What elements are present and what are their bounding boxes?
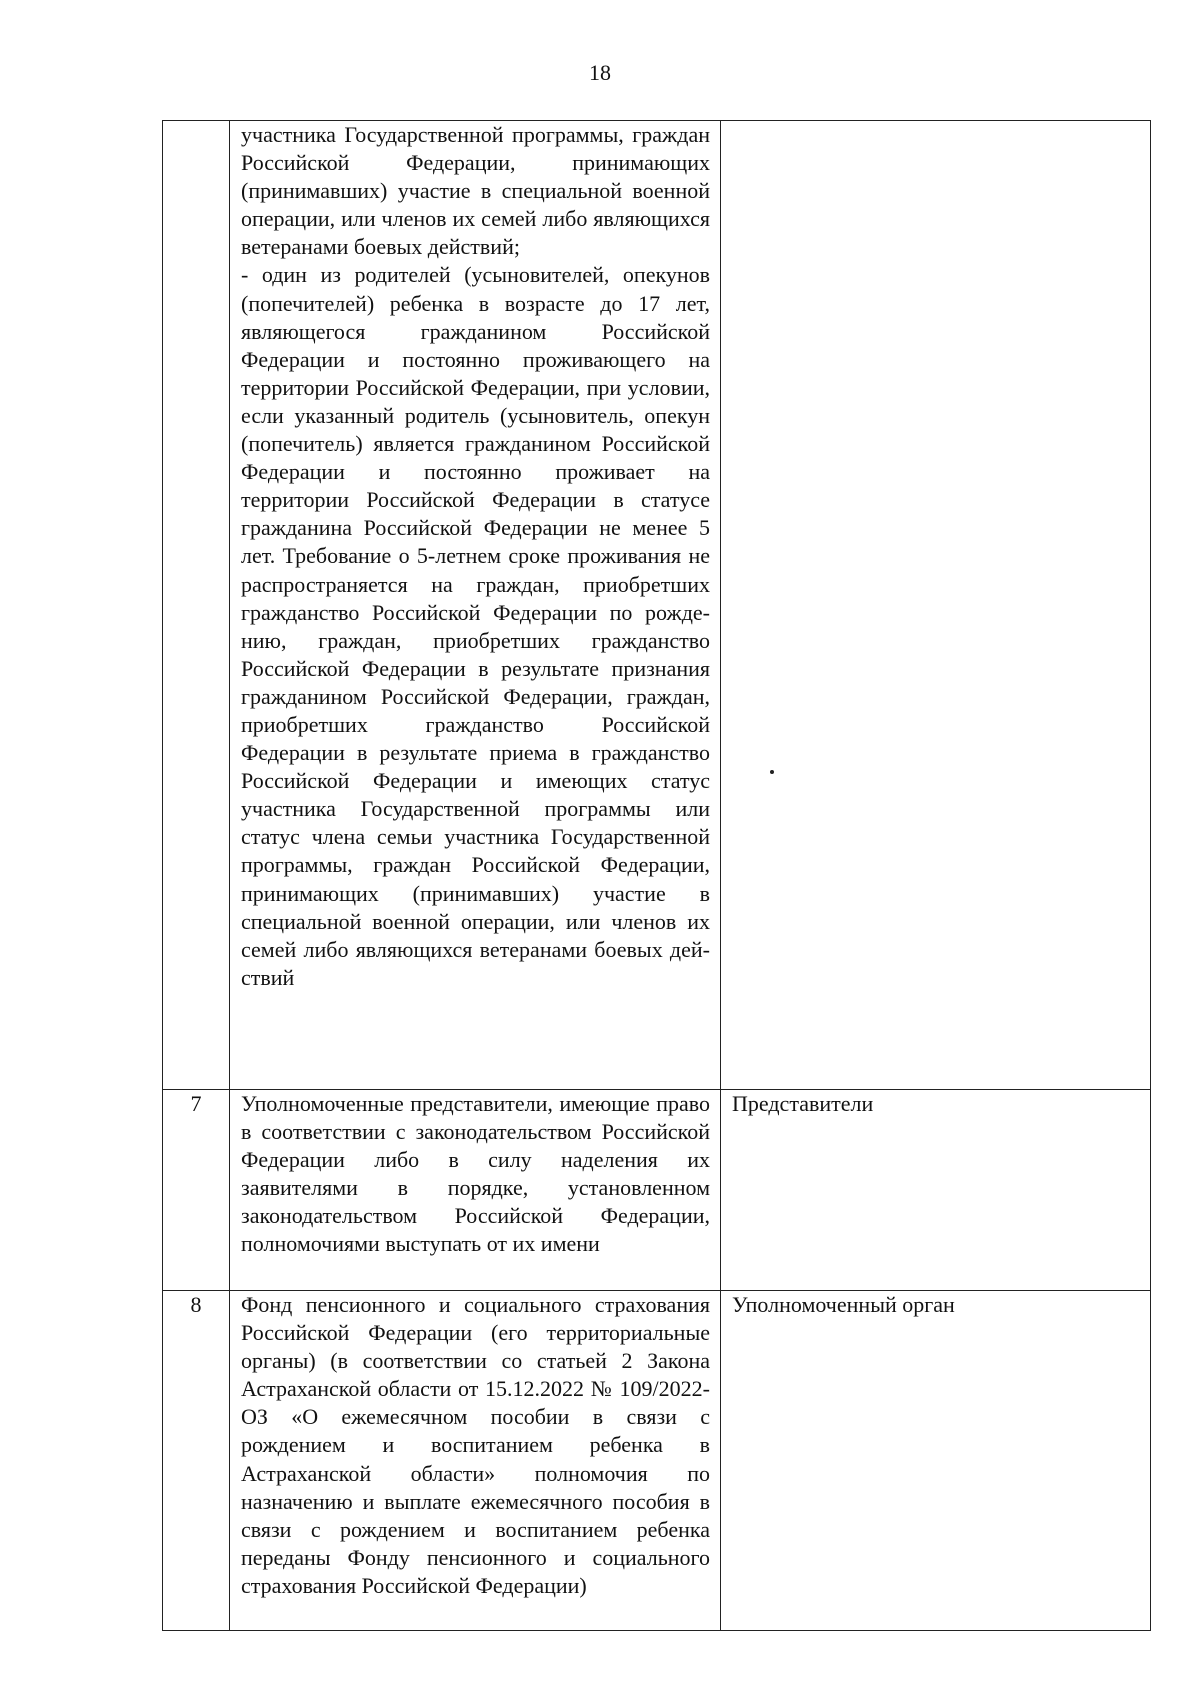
row-description xyxy=(230,121,720,992)
description-paragraph: участника Государственной программы, граждан Российской Федерации, принимающих (принимавших) участие в специальной военной операции, или членов их семей либо являющихся ветеранами боевых действий; xyxy=(241,122,710,260)
row-number-cell xyxy=(163,1090,230,1291)
row-number: 8 xyxy=(190,1292,202,1317)
applicants-table xyxy=(162,120,1151,1631)
table-row-continuation xyxy=(163,121,1151,1090)
row-role: Уполномоченный орган xyxy=(732,1292,955,1317)
role-cell xyxy=(721,1090,1151,1291)
role-cell xyxy=(721,1291,1151,1631)
row-number-cell xyxy=(163,121,230,1090)
row-description: Фонд пенсионного и социального страхования Российской Федерации (его территориальные органы) (в соответствии со статьей 2 Закона Астраханской области от 15.12.2022 № 109/2022-ОЗ «О ежемесячном пособии в связи с рождением и воспитанием ребенка в Астраханской области» полномочия по назначению и выплате ежемесячного пособия в связи с рождением и воспитанием ребенка переданы Фонду пенсионного и социального страхования Российской Федерации) xyxy=(241,1292,710,1598)
description-cell xyxy=(230,121,721,1090)
row-description: Уполномоченные представители, имеющие право в соответствии с законодательством Российской Федерации либо в силу наделения их заявителями в порядке, установленном законодательством Российской Федерации, полномочиями выступать от их имени xyxy=(241,1091,710,1257)
table-row-7 xyxy=(163,1090,1151,1291)
description-cell xyxy=(230,1090,721,1291)
page-number: 18 xyxy=(589,60,611,85)
table-row-8 xyxy=(163,1291,1151,1631)
scan-speck xyxy=(770,770,774,774)
description-paragraph: - один из родителей (усыновителей, опекунов (попечителей) ребенка в возрасте до 17 лет, являющегося гражданином Российской Федерации и постоянно проживающего на территории Российской Федерации, при условии, если указанный родитель (усыновитель, опекун (попечитель) является гражданином Российской Федерации и постоянно проживает на территории Российской Федерации в статусе гражданина Российской Федерации не менее 5 лет. Требование о 5-летнем сроке проживания не распространяется на граждан, приобретших гражданство Российской Федерации по рождению, граждан, приобретших гражданство Российской Федерации в результате признания гражданином Российской Федерации, граждан, приобретших гражданство Российской Федерации в результате приема в гражданство Российской Федерации и имеющих статус участника Государственной программы или статус члена семьи участника Государственной программы, граждан Российской Федерации, принимающих (принимавших) участие в специальной военной операции, или членов их семей либо являющихся ветеранами боевых действий xyxy=(241,262,710,990)
row-number-cell xyxy=(163,1291,230,1631)
description-cell xyxy=(230,1291,721,1631)
role-cell xyxy=(721,121,1151,1090)
row-role: Представители xyxy=(732,1091,874,1116)
row-number: 7 xyxy=(190,1091,202,1116)
